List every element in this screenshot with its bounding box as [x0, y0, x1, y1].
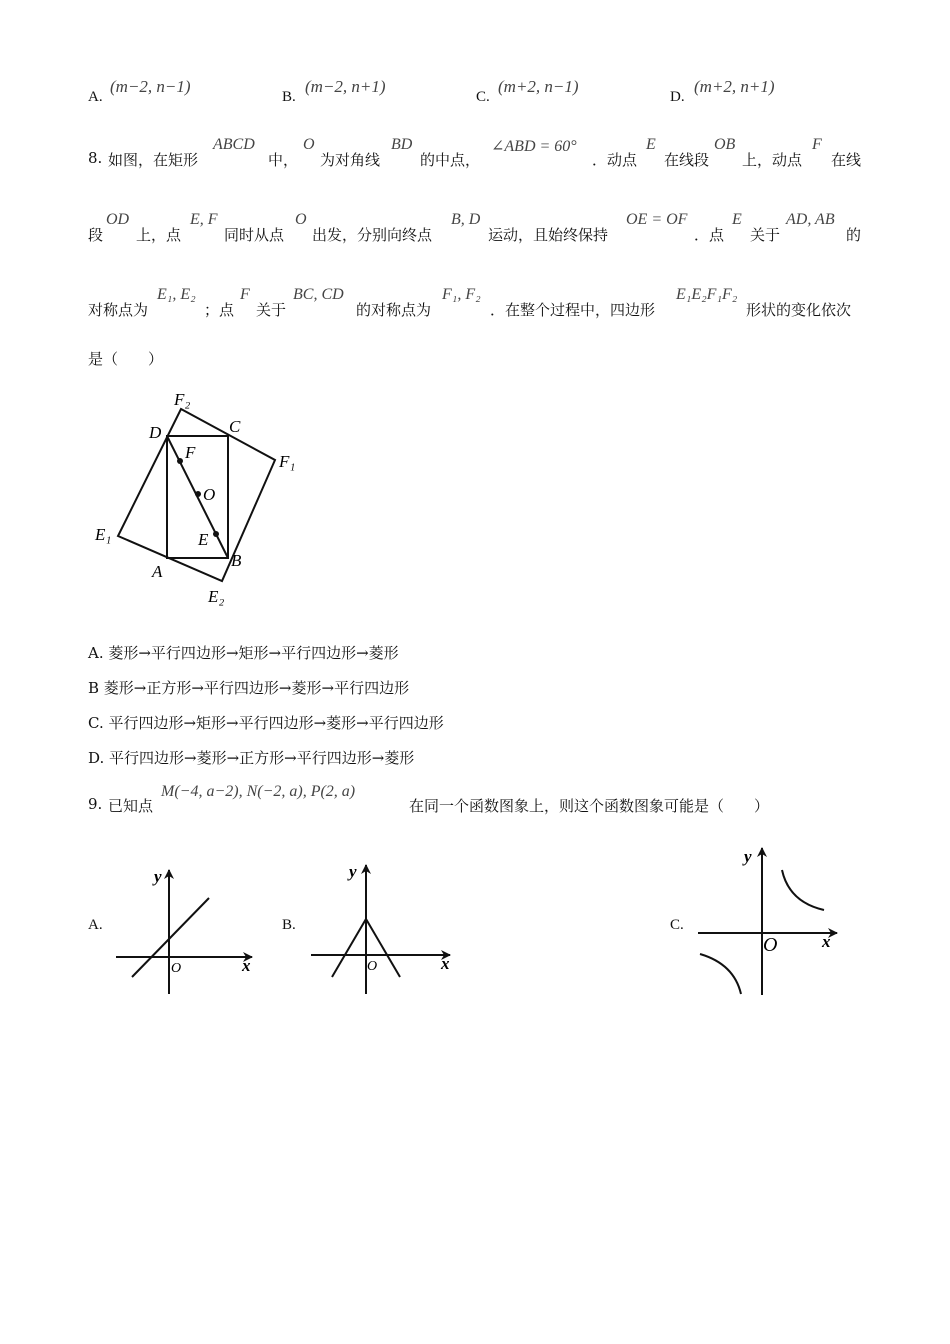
q7-option-a-label: A.: [88, 89, 103, 105]
q8-l1-m7: F: [812, 136, 822, 153]
q7-option-c-label: C.: [476, 89, 490, 105]
q8-l2-m2: E, F: [190, 211, 218, 228]
q8-answer-bracket: 是（ ）: [88, 350, 164, 368]
q8-l1-t8: 在线: [831, 151, 862, 169]
q8-l3-m4: F₁, F₂: [442, 286, 481, 303]
q8-l3-t3: 关于: [256, 301, 287, 319]
q8-l1-m2: O: [303, 136, 315, 153]
q8-l2-t2: 上，点: [136, 226, 182, 244]
q8-l2-t7: 关于: [750, 226, 781, 244]
q8-l1-t2: 中，: [268, 151, 299, 169]
q8-l2-m7: AD, AB: [786, 211, 835, 228]
q8-l3-m2: F: [240, 286, 250, 303]
y-label: y: [349, 862, 357, 881]
q9-points: M(−4, a−2), N(−2, a), P(2, a): [161, 783, 356, 800]
q7-option-d-value: (m+2, n+1): [694, 77, 775, 96]
q9-t1: 已知点: [108, 797, 154, 815]
label-c: C: [229, 417, 241, 436]
q8-figure: [86, 380, 316, 610]
q8-l2-t6: ．点: [694, 226, 725, 244]
q8-l1-t3: 为对角线: [320, 151, 381, 169]
q8-l2-m3: O: [295, 211, 307, 228]
q8-option-c: C. 平行四边形→矩形→平行四边形→菱形→平行四边形: [88, 714, 444, 732]
point-o: [195, 491, 201, 497]
q7-option-b-value: (m−2, n+1): [305, 77, 386, 96]
x-label: x: [441, 954, 450, 973]
q8-l2-m4: B, D: [451, 211, 481, 228]
label-f2: F₂: [174, 390, 191, 409]
q8-l1-m3: BD: [391, 136, 413, 153]
q8-l3-t2: ；点: [204, 301, 235, 319]
label-f1: F₁: [279, 452, 296, 471]
q8-l2-t3: 同时从点: [224, 226, 285, 244]
q8-l3-t1: 对称点为: [88, 301, 149, 319]
x-label: x: [822, 932, 831, 951]
origin-label: O: [367, 959, 378, 974]
q9-graph-a-label: A.: [88, 917, 103, 933]
q8-l3-t4: 的对称点为: [356, 301, 432, 319]
q8-l3-m3: BC, CD: [293, 286, 344, 303]
origin-label: O: [171, 961, 182, 976]
q8-l2-m5: OE = OF: [626, 211, 688, 228]
label-a: A: [152, 562, 163, 581]
q9-number: 9.: [88, 795, 103, 813]
q8-option-d: D. 平行四边形→菱形→正方形→平行四边形→菱形: [88, 749, 415, 767]
y-label: y: [154, 867, 162, 886]
q8-l1-t5: ．动点: [592, 151, 638, 169]
q8-option-b: B 菱形→正方形→平行四边形→菱形→平行四边形: [88, 679, 410, 697]
q8-l1-m1: ABCD: [213, 136, 255, 153]
q8-l1-t6: 在线段: [664, 151, 710, 169]
q8-option-a: A. 菱形→平行四边形→矩形→平行四边形→菱形: [88, 644, 399, 662]
q8-l1-m5: E: [646, 136, 656, 153]
label-b: B: [231, 551, 242, 570]
q8-l1-m6: OB: [714, 136, 736, 153]
q8-l3-t5: ．在整个过程中，四边形: [490, 301, 656, 319]
hyperbola-branch-upper: [782, 870, 824, 910]
q8-l3-m5: E₁E₂F₁F₂: [676, 286, 738, 303]
q9-graph-c-label: C.: [670, 917, 684, 933]
q9-graph-b: [305, 855, 465, 1000]
label-o: O: [203, 485, 216, 504]
q8-l1-t7: 上，动点: [742, 151, 803, 169]
label-d: D: [149, 423, 162, 442]
label-f: F: [185, 443, 196, 462]
q9-graph-c: [694, 842, 844, 1000]
q7-option-a-value: (m−2, n−1): [110, 77, 191, 96]
q8-l2-m1: OD: [106, 211, 130, 228]
q8-number: 8.: [88, 149, 103, 167]
q8-l2-t1: 段: [88, 226, 104, 244]
point-e: [213, 531, 219, 537]
q8-l1-m4: ∠ABD = 60°: [491, 138, 577, 155]
x-label: x: [242, 956, 251, 975]
y-label: y: [744, 847, 752, 866]
q8-l2-t5: 运动，且始终保持: [488, 226, 609, 244]
label-e: E: [198, 530, 209, 549]
q8-l3-t6: 形状的变化依次: [746, 301, 852, 319]
q7-option-d-label: D.: [670, 89, 685, 105]
q8-l1-t1: 如图，在矩形: [108, 151, 199, 169]
q7-option-c-value: (m+2, n−1): [498, 77, 579, 96]
q8-l1-t4: 的中点，: [420, 151, 481, 169]
q8-l2-t8: 的: [846, 226, 862, 244]
q8-l3-m1: E₁, E₂: [157, 286, 196, 303]
point-f: [177, 458, 183, 464]
q9-graph-a: [110, 860, 270, 1000]
q8-l2-t4: 出发，分别向终点: [312, 226, 433, 244]
q9-t2: 在同一个函数图象上，则这个函数图象可能是（ ）: [409, 797, 770, 815]
q9-graph-b-label: B.: [282, 917, 296, 933]
q8-l2-m6: E: [732, 211, 742, 228]
label-e2: E₂: [208, 587, 225, 606]
origin-label: O: [763, 934, 778, 956]
hyperbola-branch-lower: [700, 954, 741, 994]
label-e1: E₁: [95, 525, 112, 544]
q7-option-b-label: B.: [282, 89, 296, 105]
